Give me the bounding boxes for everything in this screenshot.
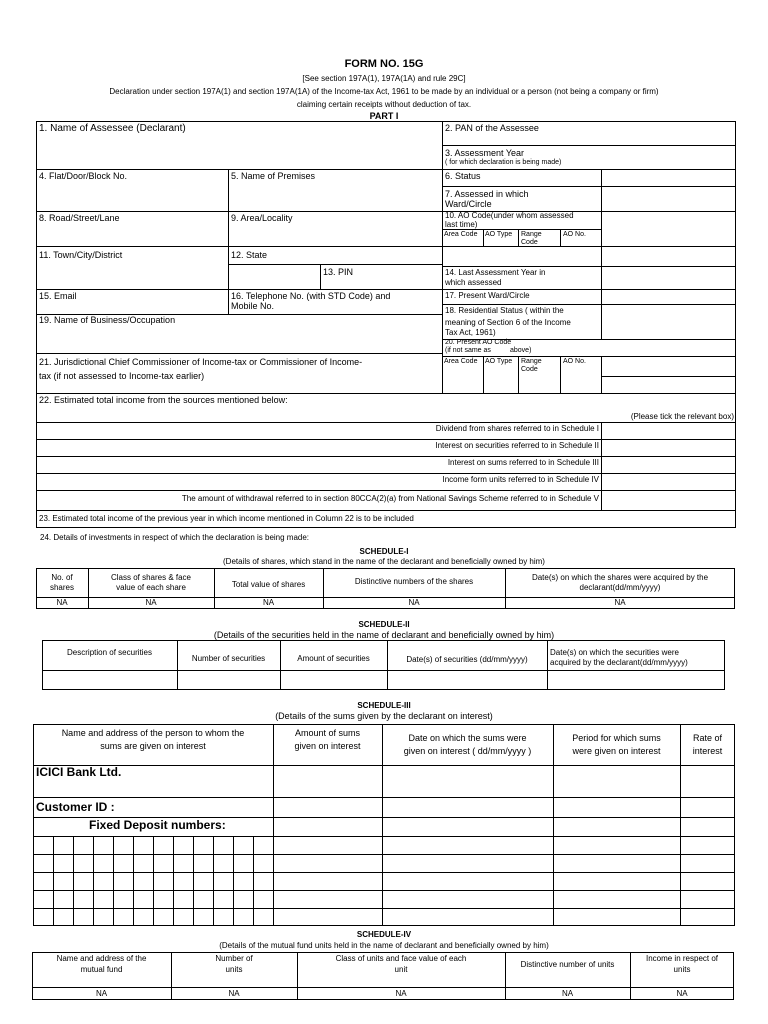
s1-h-class-l1: Class of shares & face bbox=[110, 573, 192, 582]
s1-h-distinctive: Distinctive numbers of the shares bbox=[354, 577, 474, 586]
field-town-city: 11. Town/City/District bbox=[39, 250, 123, 260]
tick-box-withdrawal[interactable] bbox=[601, 490, 736, 510]
s4-cell: NA bbox=[95, 989, 108, 998]
field-assessment-year-note: ( for which declaration is being made) bbox=[445, 159, 562, 166]
source-interest-sums: Interest on sums referred to in Schedule III bbox=[447, 458, 599, 467]
s3-bank-name: ICICI Bank Ltd. bbox=[36, 765, 122, 779]
ao-area-code-label: Area Code bbox=[444, 231, 478, 238]
field-present-ward: 17. Present Ward/Circle bbox=[445, 291, 530, 300]
field-area-locality: 9. Area/Locality bbox=[231, 213, 293, 223]
s2-h-acquired-l2: acquired by the declarant(dd/mm/yyyy) bbox=[550, 658, 688, 667]
tick-box-interest-sums[interactable] bbox=[601, 456, 736, 473]
field-pan: 2. PAN of the Assessee bbox=[445, 123, 539, 133]
source-income-units: Income form units referred to in Schedule IV bbox=[442, 475, 599, 484]
field-estimated-total-income: 23. Estimated total income of the previous year in which income mentioned in Column 22 is to be included bbox=[39, 514, 414, 523]
range-code-label-l2: Code bbox=[521, 239, 538, 246]
s3-h-amount-l2: given on interest bbox=[294, 741, 361, 751]
s3-fd-numbers-label: Fixed Deposit numbers: bbox=[89, 818, 226, 832]
s4-h-number-l2: units bbox=[225, 965, 243, 974]
field-estimated-income: 22. Estimated total income from the sources mentioned below: bbox=[39, 395, 288, 405]
schedule-2-title: SCHEDULE-II bbox=[358, 620, 410, 629]
s4-h-class-l2: unit bbox=[394, 965, 408, 974]
tick-box-income-units[interactable] bbox=[601, 473, 736, 490]
schedule-1-title: SCHEDULE-I bbox=[359, 547, 409, 556]
field-pin: 13. PIN bbox=[323, 267, 354, 277]
field-assessment-year: 3. Assessment Year bbox=[445, 148, 525, 158]
s2-h-amount: Amount of securities bbox=[297, 654, 370, 663]
field-name-of-assessee: 1. Name of Assessee (Declarant) bbox=[39, 123, 186, 134]
s4-cell: NA bbox=[228, 989, 240, 998]
s1-cell: NA bbox=[408, 598, 420, 607]
field-last-ay-l1: 14. Last Assessment Year in bbox=[445, 268, 546, 277]
field-jurisdictional-l1: 21. Jurisdictional Chief Commissioner of Income-tax or Commissioner of Income- bbox=[39, 357, 363, 367]
field-ao-code-l2: last time) bbox=[445, 220, 478, 229]
s1-h-class-l2: value of each share bbox=[116, 583, 186, 592]
s3-h-rate-l2: interest bbox=[692, 746, 723, 756]
field-status: 6. Status bbox=[445, 171, 481, 181]
field-telephone-l2: Mobile No. bbox=[231, 301, 275, 311]
see-section: [See section 197A(1), 197A(1A) and rule 29C] bbox=[302, 74, 466, 83]
tick-box-interest-securities[interactable] bbox=[601, 439, 736, 456]
field-present-ao-l2: (if not same as bbox=[445, 347, 491, 354]
s2-h-description: Description of securities bbox=[67, 648, 152, 657]
s1-h-date-l2: declarant(dd/mm/yyyy) bbox=[579, 583, 661, 592]
source-dividend: Dividend from shares referred to in Schedule I bbox=[435, 424, 599, 433]
s3-h-period-l2: were given on interest bbox=[572, 746, 661, 756]
s4-h-income-l2: units bbox=[673, 965, 691, 974]
s2-h-date: Date(s) of securities (dd/mm/yyyy) bbox=[406, 655, 528, 664]
s1-h-total-value: Total value of shares bbox=[231, 580, 306, 589]
schedule-1-subtitle: (Details of shares, which stand in the name of the declarant and beneficially owned by him) bbox=[223, 557, 545, 566]
s2-h-acquired-l1: Date(s) on which the securities were bbox=[550, 648, 679, 657]
s3-h-amount-l1: Amount of sums bbox=[294, 728, 361, 738]
field-assessed-ward-l1: 7. Assessed in which bbox=[445, 189, 529, 199]
s1-h-no-shares-l2: shares bbox=[49, 583, 74, 592]
field-present-ao-l3: above) bbox=[510, 347, 532, 354]
tick-note: (Please tick the relevant box) bbox=[630, 412, 734, 421]
field-email: 15. Email bbox=[39, 291, 77, 301]
tick-box-dividend[interactable] bbox=[601, 422, 736, 439]
field-assessed-ward-l2: Ward/Circle bbox=[445, 199, 492, 209]
s3-h-period-l1: Period for which sums bbox=[572, 733, 661, 743]
schedule-4-subtitle: (Details of the mutual fund units held in the name of declarant and beneficially owned by him) bbox=[219, 941, 549, 950]
s1-h-no-shares-l1: No. of bbox=[51, 573, 73, 582]
field-investment-details: 24. Details of investments in respect of which the declaration is being made: bbox=[40, 533, 310, 542]
schedule-2-subtitle: (Details of the securities held in the name of declarant and beneficially owned by him) bbox=[213, 630, 555, 640]
ao-no-label: AO No. bbox=[563, 231, 586, 238]
field-residential-l1: 18. Residential Status ( within the bbox=[445, 306, 564, 315]
s4-h-distinctive: Distinctive number of units bbox=[520, 960, 615, 969]
s1-cell: NA bbox=[614, 598, 626, 607]
field-residential-l3: Tax Act, 1961) bbox=[445, 328, 496, 337]
field-last-ay-l2: which assessed bbox=[445, 278, 502, 287]
field-present-ao-l1: 20. Present AO Code bbox=[445, 339, 512, 346]
schedule-3-title: SCHEDULE-III bbox=[357, 701, 411, 710]
s4-h-class-l1: Class of units and face value of each bbox=[335, 954, 467, 963]
field-state: 12. State bbox=[231, 250, 268, 260]
s4-h-name-l2: mutual fund bbox=[80, 965, 123, 974]
part-1-title: PART I bbox=[369, 111, 399, 121]
s3-customer-id-label: Customer ID : bbox=[36, 800, 115, 814]
s4-h-income-l1: Income in respect of bbox=[645, 954, 719, 963]
range-code-label-l1: Range bbox=[521, 231, 542, 238]
present-area-code-label: Area Code bbox=[444, 358, 478, 365]
s1-cell: NA bbox=[145, 598, 157, 607]
s1-h-date-l1: Date(s) on which the shares were acquired by the bbox=[531, 573, 709, 582]
field-business-occupation: 19. Name of Business/Occupation bbox=[39, 315, 176, 325]
s3-h-date-l1: Date on which the sums were bbox=[408, 733, 527, 743]
field-telephone-l1: 16. Telephone No. (with STD Code) and bbox=[231, 291, 391, 301]
s3-h-date-l2: given on interest ( dd/mm/yyyy ) bbox=[403, 746, 532, 756]
field-flat-door: 4. Flat/Door/Block No. bbox=[39, 171, 128, 181]
declaration-line-2: claiming certain receipts without deduction of tax. bbox=[296, 100, 472, 109]
s2-h-number: Number of securities bbox=[191, 654, 266, 663]
s3-h-name-l1: Name and address of the person to whom the bbox=[61, 728, 245, 738]
s4-h-number-l1: Number of bbox=[215, 954, 253, 963]
s4-cell: NA bbox=[395, 989, 407, 998]
field-road-street: 8. Road/Street/Lane bbox=[39, 213, 120, 223]
form-title: FORM NO. 15G bbox=[344, 58, 424, 70]
present-ao-no-label: AO No. bbox=[563, 358, 586, 365]
schedule-3-subtitle: (Details of the sums given by the declarant on interest) bbox=[275, 711, 493, 721]
declaration-line-1: Declaration under section 197A(1) and section 197A(1A) of the Income-tax Act, 1961 to be made by an individual or a person (not being a company or firm) bbox=[109, 87, 659, 96]
present-range-code-l2: Code bbox=[521, 366, 538, 373]
ao-type-label: AO Type bbox=[485, 231, 513, 238]
s3-h-rate-l1: Rate of bbox=[692, 733, 723, 743]
source-withdrawal: The amount of withdrawal referred to in section 80CCA(2)(a) from National Savings Scheme referred to in Schedule V bbox=[181, 494, 599, 503]
present-ao-type-label: AO Type bbox=[485, 358, 513, 365]
s4-cell: NA bbox=[561, 989, 574, 998]
s1-cell: NA bbox=[56, 598, 68, 607]
schedule-4-title: SCHEDULE-IV bbox=[356, 930, 412, 939]
source-interest-securities: Interest on securities referred to in Schedule II bbox=[435, 441, 599, 450]
s1-cell: NA bbox=[262, 598, 275, 607]
field-ao-code-l1: 10. AO Code(under whom assessed bbox=[445, 211, 574, 220]
s4-cell: NA bbox=[676, 989, 688, 998]
present-range-code-l1: Range bbox=[521, 358, 542, 365]
s3-h-name-l2: sums are given on interest bbox=[100, 741, 206, 751]
field-residential-l2: meaning of Section 6 of the Income bbox=[445, 318, 571, 327]
field-name-of-premises: 5. Name of Premises bbox=[231, 171, 316, 181]
field-jurisdictional-l2: tax (if not assessed to Income-tax earlier) bbox=[39, 371, 205, 381]
s4-h-name-l1: Name and address of the bbox=[56, 954, 147, 963]
